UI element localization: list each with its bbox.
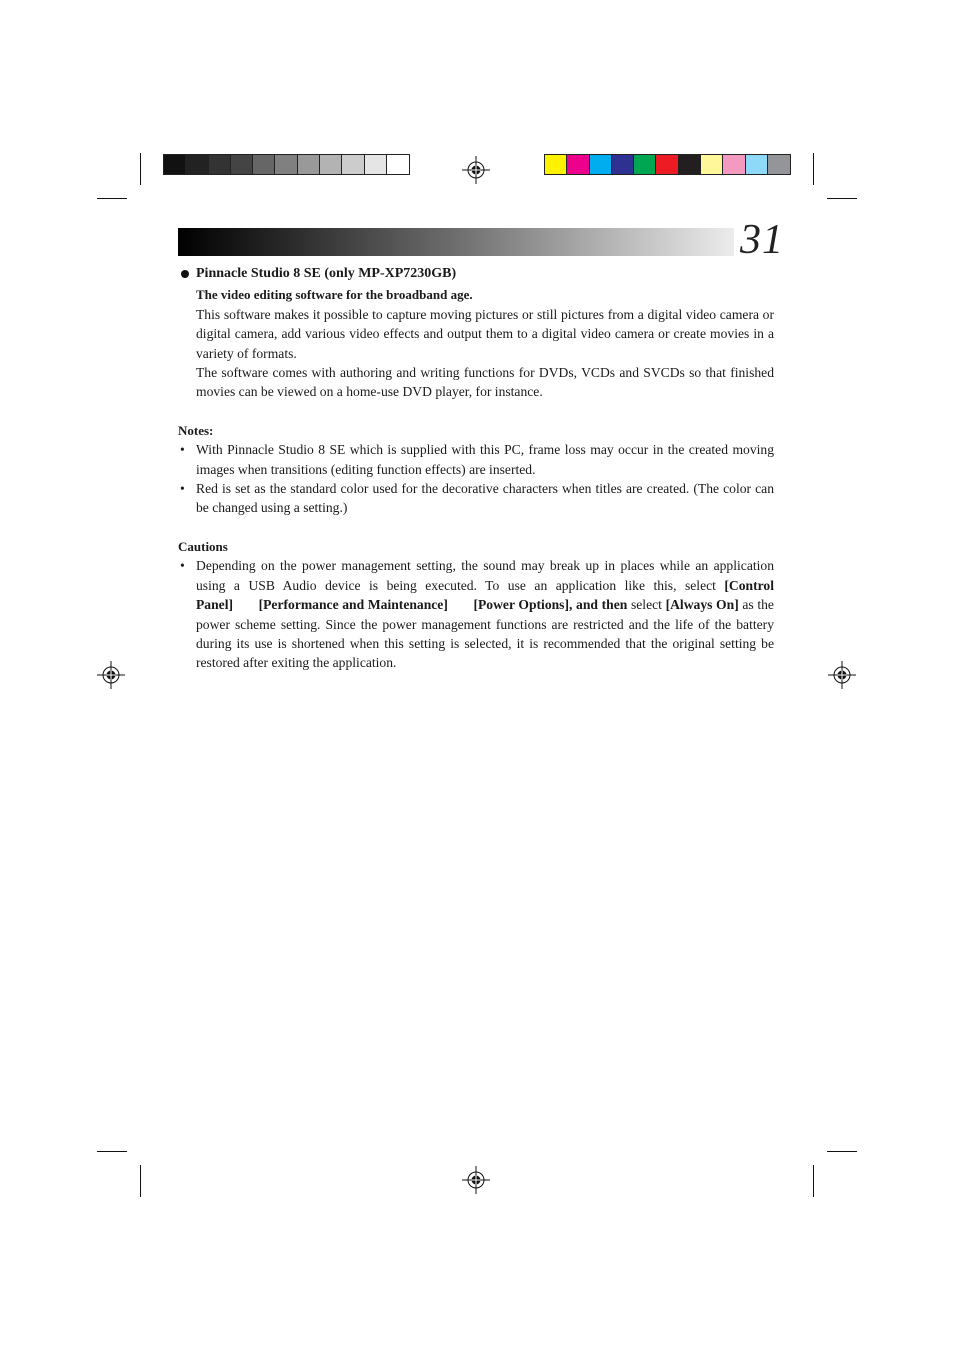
bullet-dot-icon <box>181 270 189 278</box>
registration-mark-icon <box>97 661 125 689</box>
caution-bold: [Always On] <box>665 597 739 613</box>
color-swatch <box>612 155 634 174</box>
list-item: • With Pinnacle Studio 8 SE which is supplied with this PC, frame loss may occur in the created moving images when transitions (editing function effects) are inserted. <box>178 440 774 479</box>
cautions-list <box>178 556 774 672</box>
section-paragraph: This software makes it possible to capture moving pictures or still pictures from a digital video camera or digital camera, add various video effects and output them to a digital video camera or create movies in a variety of formats. <box>196 306 774 361</box>
color-swatch <box>656 155 678 174</box>
crop-mark <box>97 198 127 199</box>
list-item: • Red is set as the standard color used for the decorative characters when titles are created. (The color can be changed using a setting.) <box>178 479 774 518</box>
crop-mark <box>97 1151 127 1152</box>
page-number: 31 <box>740 217 784 263</box>
color-swatch <box>679 155 701 174</box>
color-swatch <box>545 155 567 174</box>
caution-bold: [Control Panel] <box>196 577 774 613</box>
caution-bold: [Power Options], and then <box>473 597 628 613</box>
crop-mark <box>140 153 141 185</box>
color-swatch <box>320 155 342 174</box>
color-swatch <box>231 155 253 174</box>
color-swatch <box>701 155 723 174</box>
notes-list <box>178 440 774 518</box>
color-swatch <box>365 155 387 174</box>
header-gradient-bar <box>178 228 734 256</box>
color-swatch <box>209 155 231 174</box>
color-swatch <box>253 155 275 174</box>
section-body <box>178 285 774 401</box>
color-swatch <box>567 155 589 174</box>
section-title-text: Pinnacle Studio 8 SE (only MP-XP7230GB) <box>196 266 457 281</box>
crop-mark <box>827 198 857 199</box>
color-swatch <box>387 155 409 174</box>
color-swatch <box>298 155 320 174</box>
registration-mark-icon <box>462 1166 490 1194</box>
color-swatch <box>768 155 790 174</box>
cautions-heading: Cautions <box>178 538 228 554</box>
caution-bold: [Performance and Maintenance] <box>258 597 448 613</box>
caution-text: select <box>630 597 666 613</box>
color-swatch <box>590 155 612 174</box>
registration-mark-icon <box>828 661 856 689</box>
color-swatch <box>723 155 745 174</box>
color-swatch <box>746 155 768 174</box>
caution-text: as the power scheme setting. Since the power management functions are restricted and the life of the battery during its use is shortened when this setting is selected, it is recommended that the original setting be restored after exiting the application. <box>196 597 774 671</box>
section-subtitle: The video editing software for the broadband age. <box>196 287 473 303</box>
section-title <box>178 264 774 283</box>
crop-mark <box>813 153 814 185</box>
caution-text: Depending on the power management setting, the sound may break up in places while an application using a USB Audio device is being executed. To use an application like this, select <box>196 558 774 593</box>
color-swatch <box>342 155 364 174</box>
list-item <box>178 556 774 672</box>
page-content <box>178 264 774 673</box>
crop-mark <box>813 1165 814 1197</box>
crop-mark <box>827 1151 857 1152</box>
crop-mark <box>140 1165 141 1197</box>
registration-mark-icon <box>462 156 490 184</box>
color-swatch <box>634 155 656 174</box>
color-swatch <box>186 155 208 174</box>
gray-calibration-strip <box>163 154 410 175</box>
color-swatch <box>164 155 186 174</box>
color-calibration-strip <box>544 154 791 175</box>
notes-heading: Notes: <box>178 422 214 438</box>
section-paragraph: The software comes with authoring and writing functions for DVDs, VCDs and SVCDs so that finished movies can be viewed on a home-use DVD player, for instance. <box>196 365 774 400</box>
color-swatch <box>275 155 297 174</box>
